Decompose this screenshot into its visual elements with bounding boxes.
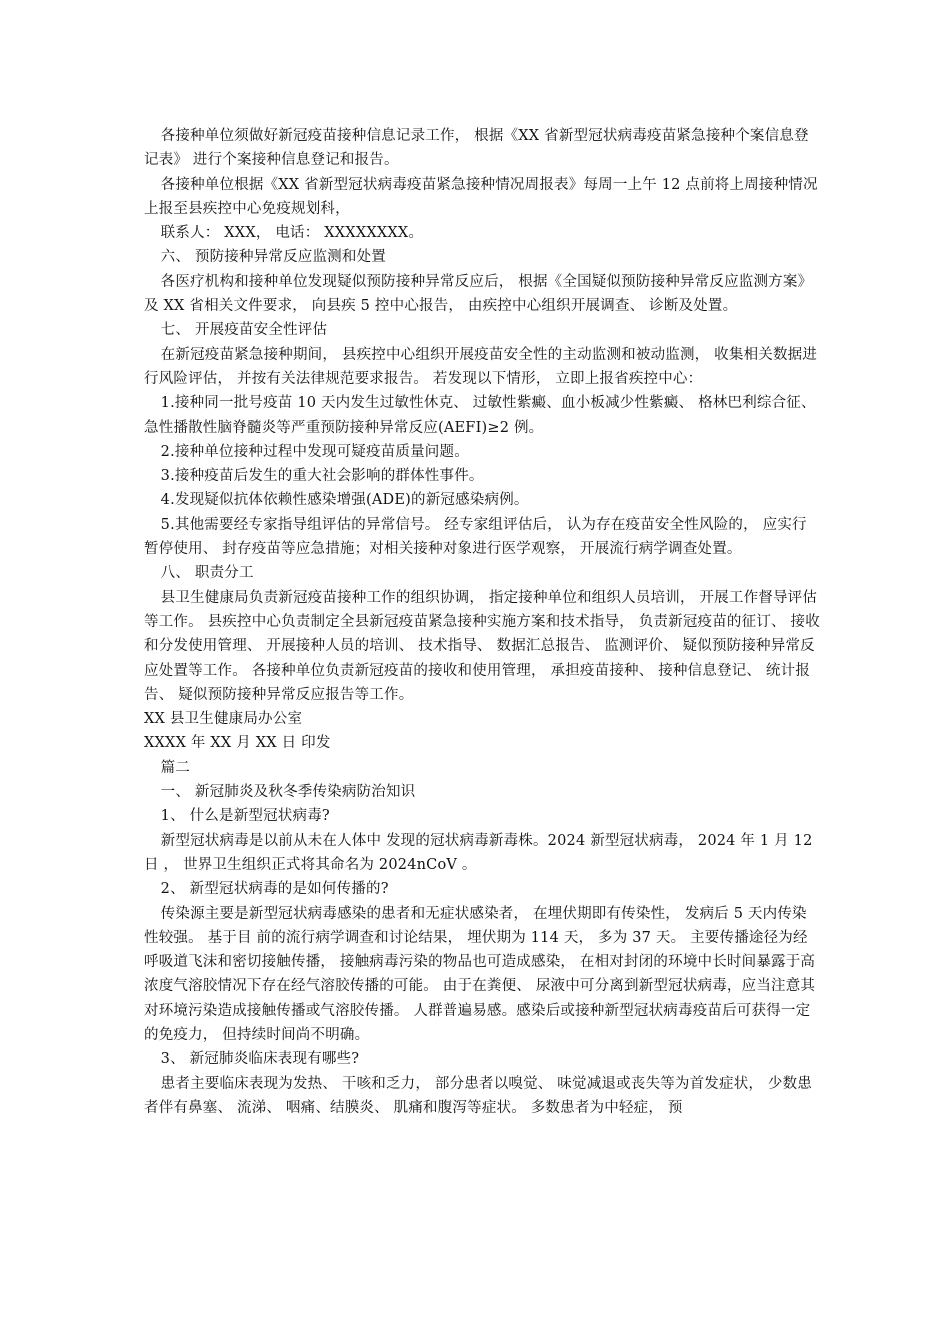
paragraph-responsibilities: 县卫生健康局负责新冠疫苗接种工作的组织协调， 指定接种单位和组织人员培训， 开展工作督导评估等工作。 县疾控中心负责制定全县新冠疫苗紧急接种实施方案和技术指导， 负责新冠疫苗的征订、 接收和分发使用管理、 开展接种人员的培训、 技术指导、 数据汇总报告、 监测评价、 疑似预防接种异常反应处置等工作。 各接种单位负责新冠疫苗的接收和使用管理， 承担疫苗接种、 接种信息登记、 统计报告、 疑似预防接种异常反应报告等工作。 — [144, 589, 820, 703]
issuing-office: XX 县卫生健康局办公室 — [144, 711, 303, 728]
issue-date: XXXX 年 XX 月 XX 日 印发 — [144, 735, 331, 752]
section-heading-7: 七、 开展疫苗安全性评估 — [160, 322, 328, 339]
list-item-1: 1.接种同一批号疫苗 10 天内发生过敏性休克、 过敏性紫癜、血小板减少性紫癜、 格林巴利综合征、 急性播散性脑脊髓炎等严重预防接种异常反应(AEFI)≥2 例。 — [144, 395, 816, 436]
part-two-heading-1: 一、 新冠肺炎及秋冬季传染病防治知识 — [160, 784, 416, 801]
section-heading-8: 八、 职责分工 — [160, 565, 254, 582]
part-two-title: 篇二 — [160, 759, 191, 776]
answer-3: 患者主要临床表现为发热、 干咳和乏力， 部分患者以嗅觉、 味觉减退或丧失等为首发症状， 少数患者伴有鼻塞、 流涕、 咽痛、结膜炎、 肌痛和腹泻等症状。 多数患者为中轻症， 预 — [144, 1075, 813, 1116]
question-3: 3、 新冠肺炎临床表现有哪些? — [160, 1051, 360, 1068]
paragraph-contact: 联系人： XXX， 电话： XXXXXXXX。 — [160, 225, 424, 242]
document-page — [144, 124, 820, 1120]
question-2: 2、 新型冠状病毒的是如何传播的? — [160, 881, 389, 898]
section-heading-6: 六、 预防接种异常反应监测和处置 — [160, 249, 386, 266]
list-item-2: 2.接种单位接种过程中发现可疑疫苗质量问题。 — [160, 443, 469, 460]
paragraph-aefi-monitoring: 各医疗机构和接种单位发现疑似预防接种异常反应后， 根据《全国疑似预防接种异常反应监测方案》 及 XX 省相关文件要求， 向县疾 5 控中心报告， 由疾控中心组织开展调查、 诊断及处置。 — [144, 273, 813, 315]
list-item-4: 4.发现疑似抗体依赖性感染增强(ADE)的新冠感染病例。 — [160, 492, 529, 509]
list-item-3: 3.接种疫苗后发生的重大社会影响的群体性事件。 — [160, 468, 484, 485]
question-1: 1、 什么是新型冠状病毒? — [160, 808, 330, 825]
paragraph-safety-assessment: 在新冠疫苗紧急接种期间， 县疾控中心组织开展疫苗安全性的主动监测和被动监测， 收集相关数据进行风险评估， 并按有关法律规范要求报告。 若发现以下情形， 立即上报省疾控中心： — [144, 346, 818, 387]
paragraph-record-info: 各接种单位须做好新冠疫苗接种信息记录工作， 根据《XX 省新型冠状病毒疫苗紧急接种个案信息登记表》 进行个案接种信息登记和报告。 — [144, 128, 809, 169]
list-item-5: 5.其他需要经专家指导组评估的异常信号。 经专家组评估后， 认为存在疫苗安全性风险的， 应实行暂停使用、 封存疫苗等应急措施；对相关接种对象进行医学观察， 开展流行病学调查处置。 — [144, 516, 807, 558]
paragraph-weekly-report: 各接种单位根据《XX 省新型冠状病毒疫苗紧急接种情况周报表》每周一上午 12 点前将上周接种情况上报至县疾控中心免疫规划科， — [144, 176, 818, 217]
answer-2: 传染源主要是新型冠状病毒感染的患者和无症状感染者， 在埋伏期即有传染性， 发病后 5 天内传染性较强。 基于目 前的流行病学调查和讨论结果， 埋伏期为 114 天， 多为 37 天。 主要传播途径为经呼吸道飞沫和密切接触传播， 接触病毒污染的物品也可造成感染， 在相对封闭的环境中长时间暴露于高浓度气溶胶情况下存在经气溶胶传播的可能。 由于在粪便、 尿液中可分离到新型冠状病毒，应当注意其对环境污染造成接触传播或气溶胶传播。 人群普遍易感。感染后或接种新型冠状病毒疫苗后可获得一定的免疫力， 但持续时间尚不明确。 — [144, 905, 816, 1043]
answer-1: 新型冠状病毒是以前从未在人体中 发现的冠状病毒新毒株。2024 新型冠状病毒， 2024 年 1 月 12 日 ， 世界卫生组织正式将其命名为 2024nCoV 。 — [144, 832, 813, 873]
